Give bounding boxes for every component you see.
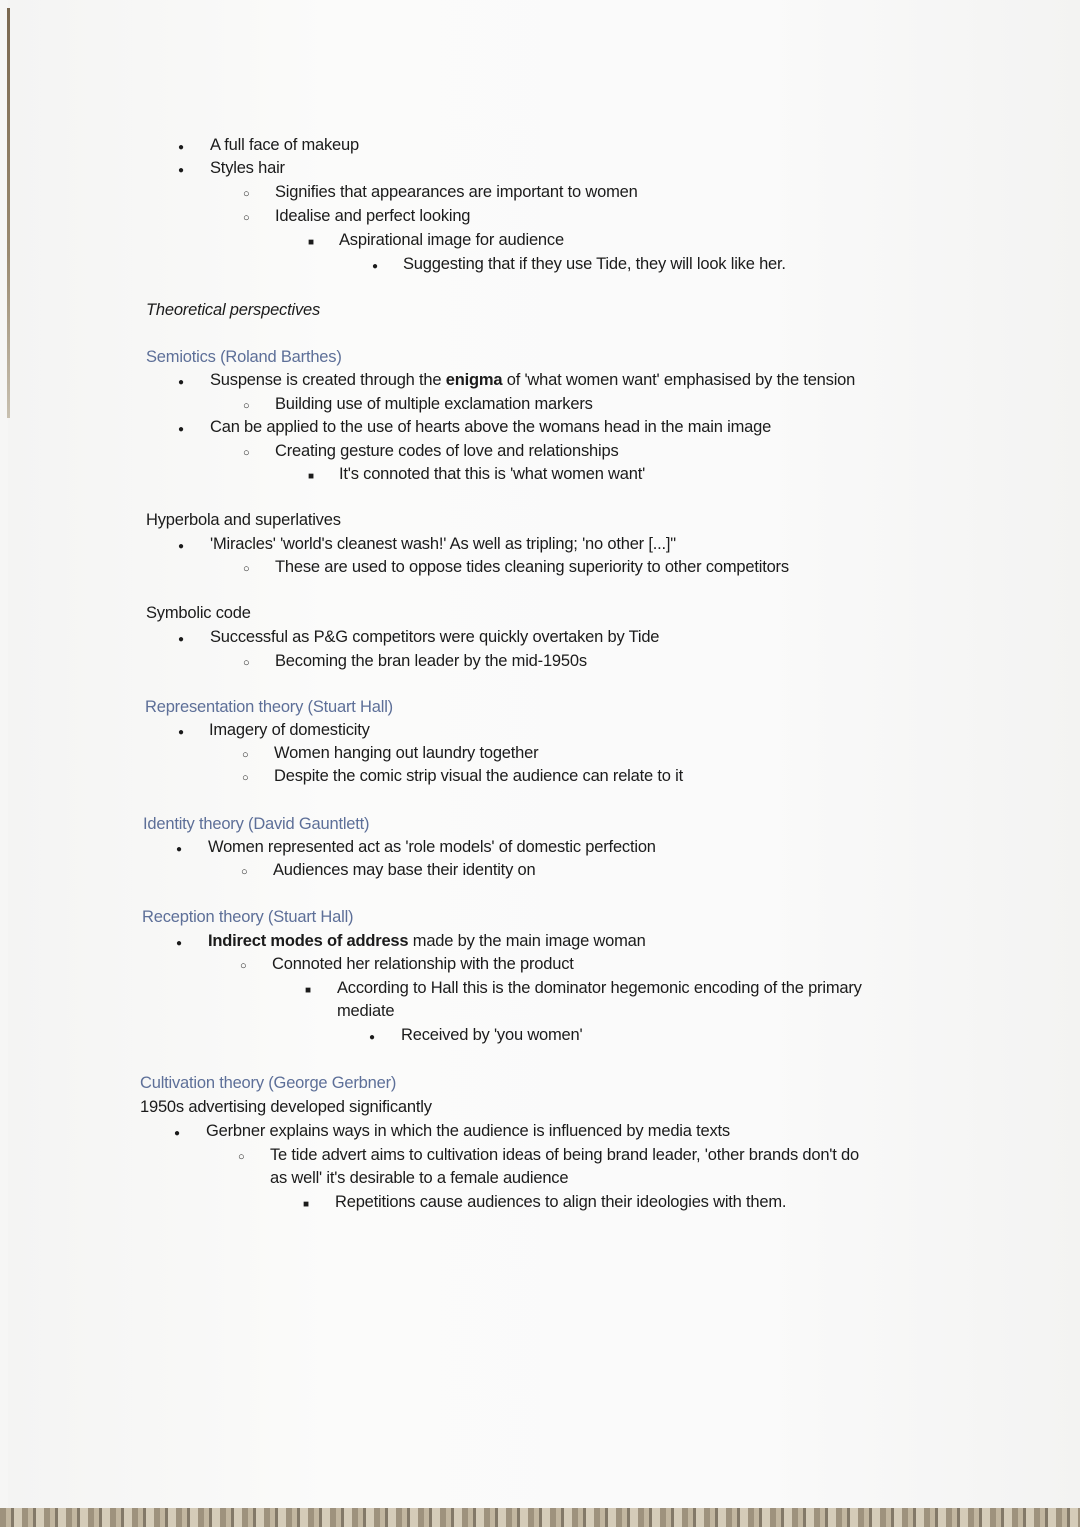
section-heading-representation: Representation theory (Stuart Hall) <box>145 698 393 716</box>
list-item: Idealise and perfect looking <box>275 207 471 225</box>
list-item: Becoming the bran leader by the mid-1950s <box>275 652 587 670</box>
list-item: A full face of makeup <box>210 136 359 154</box>
bullet-disc-icon <box>174 1120 180 1145</box>
list-item: Women hanging out laundry together <box>274 744 539 762</box>
bullet-circle-icon <box>242 765 249 789</box>
bullet-square-icon <box>305 977 311 1002</box>
bullet-disc-icon <box>176 930 182 955</box>
section-heading: Theoretical perspectives <box>146 301 321 319</box>
list-item: Repetitions cause audiences to align their ideologies with them. <box>335 1193 787 1211</box>
list-item: Signifies that appearances are important to women <box>275 183 638 201</box>
bullet-circle-icon <box>240 953 247 977</box>
list-item: Received by 'you women' <box>401 1026 583 1044</box>
bullet-disc-icon <box>178 533 184 558</box>
bullet-circle-icon <box>243 650 250 674</box>
bullet-circle-icon <box>243 205 250 229</box>
list-item: Can be applied to the use of hearts above the womans head in the main image <box>210 418 772 436</box>
bullet-circle-icon <box>243 440 250 464</box>
list-item: Aspirational image for audience <box>339 231 564 249</box>
bullet-square-icon <box>308 463 314 488</box>
list-item-continuation: mediate <box>337 1002 395 1020</box>
list-item: Audiences may base their identity on <box>273 861 536 879</box>
page-bottom-edge-background <box>0 1508 1080 1527</box>
page-left-edge-shadow <box>7 8 10 418</box>
paragraph: 1950s advertising developed significantly <box>140 1098 432 1116</box>
bullet-disc-icon <box>178 134 184 159</box>
bullet-circle-icon <box>243 181 250 205</box>
section-heading-reception: Reception theory (Stuart Hall) <box>142 908 354 926</box>
bullet-circle-icon <box>238 1144 245 1168</box>
bullet-circle-icon <box>241 859 248 883</box>
bullet-square-icon <box>303 1191 309 1216</box>
list-item: Te tide advert aims to cultivation ideas of being brand leader, 'other brands don't do <box>270 1146 859 1164</box>
bullet-disc-icon <box>178 416 184 441</box>
section-heading-hyperbola: Hyperbola and superlatives <box>146 511 341 529</box>
list-item: Despite the comic strip visual the audience can relate to it <box>274 767 683 785</box>
section-heading-symbolic: Symbolic code <box>146 604 251 622</box>
list-item: Successful as P&G competitors were quickly overtaken by Tide <box>210 628 660 646</box>
bullet-disc-icon <box>372 253 378 278</box>
list-item: According to Hall this is the dominator hegemonic encoding of the primary <box>337 979 862 997</box>
bullet-disc-icon <box>178 369 184 394</box>
list-item: Gerbner explains ways in which the audience is influenced by media texts <box>206 1122 730 1140</box>
list-item: Women represented act as 'role models' of domestic perfection <box>208 838 656 856</box>
bullet-disc-icon <box>369 1024 375 1049</box>
section-heading-identity: Identity theory (David Gauntlett) <box>143 815 370 833</box>
bullet-disc-icon <box>178 157 184 182</box>
list-item: Styles hair <box>210 159 285 177</box>
bullet-disc-icon <box>176 836 182 861</box>
list-item: 'Miracles' 'world's cleanest wash!' As well as tripling; 'no other [...]" <box>210 535 676 553</box>
bullet-disc-icon <box>178 626 184 651</box>
list-item-continuation: as well' it's desirable to a female audience <box>270 1169 569 1187</box>
list-item: It's connoted that this is 'what women want' <box>339 465 646 483</box>
bullet-circle-icon <box>243 393 250 417</box>
list-item: Connoted her relationship with the product <box>272 955 574 973</box>
section-heading-semiotics: Semiotics (Roland Barthes) <box>146 348 342 366</box>
list-item: Creating gesture codes of love and relationships <box>275 442 619 460</box>
scanned-page <box>8 0 1080 1510</box>
list-item: Suggesting that if they use Tide, they will look like her. <box>403 255 786 273</box>
bullet-square-icon <box>308 229 314 254</box>
list-item: These are used to oppose tides cleaning superiority to other competitors <box>275 558 789 576</box>
list-item: Suspense is created through the enigma of 'what women want' emphasised by the tension <box>210 371 856 389</box>
bullet-circle-icon <box>242 742 249 766</box>
bullet-disc-icon <box>178 719 184 744</box>
list-item: Building use of multiple exclamation markers <box>275 395 593 413</box>
section-heading-cultivation: Cultivation theory (George Gerbner) <box>140 1074 397 1092</box>
list-item: Imagery of domesticity <box>209 721 370 739</box>
list-item: Indirect modes of address made by the main image woman <box>208 932 646 950</box>
bullet-circle-icon <box>243 556 250 580</box>
